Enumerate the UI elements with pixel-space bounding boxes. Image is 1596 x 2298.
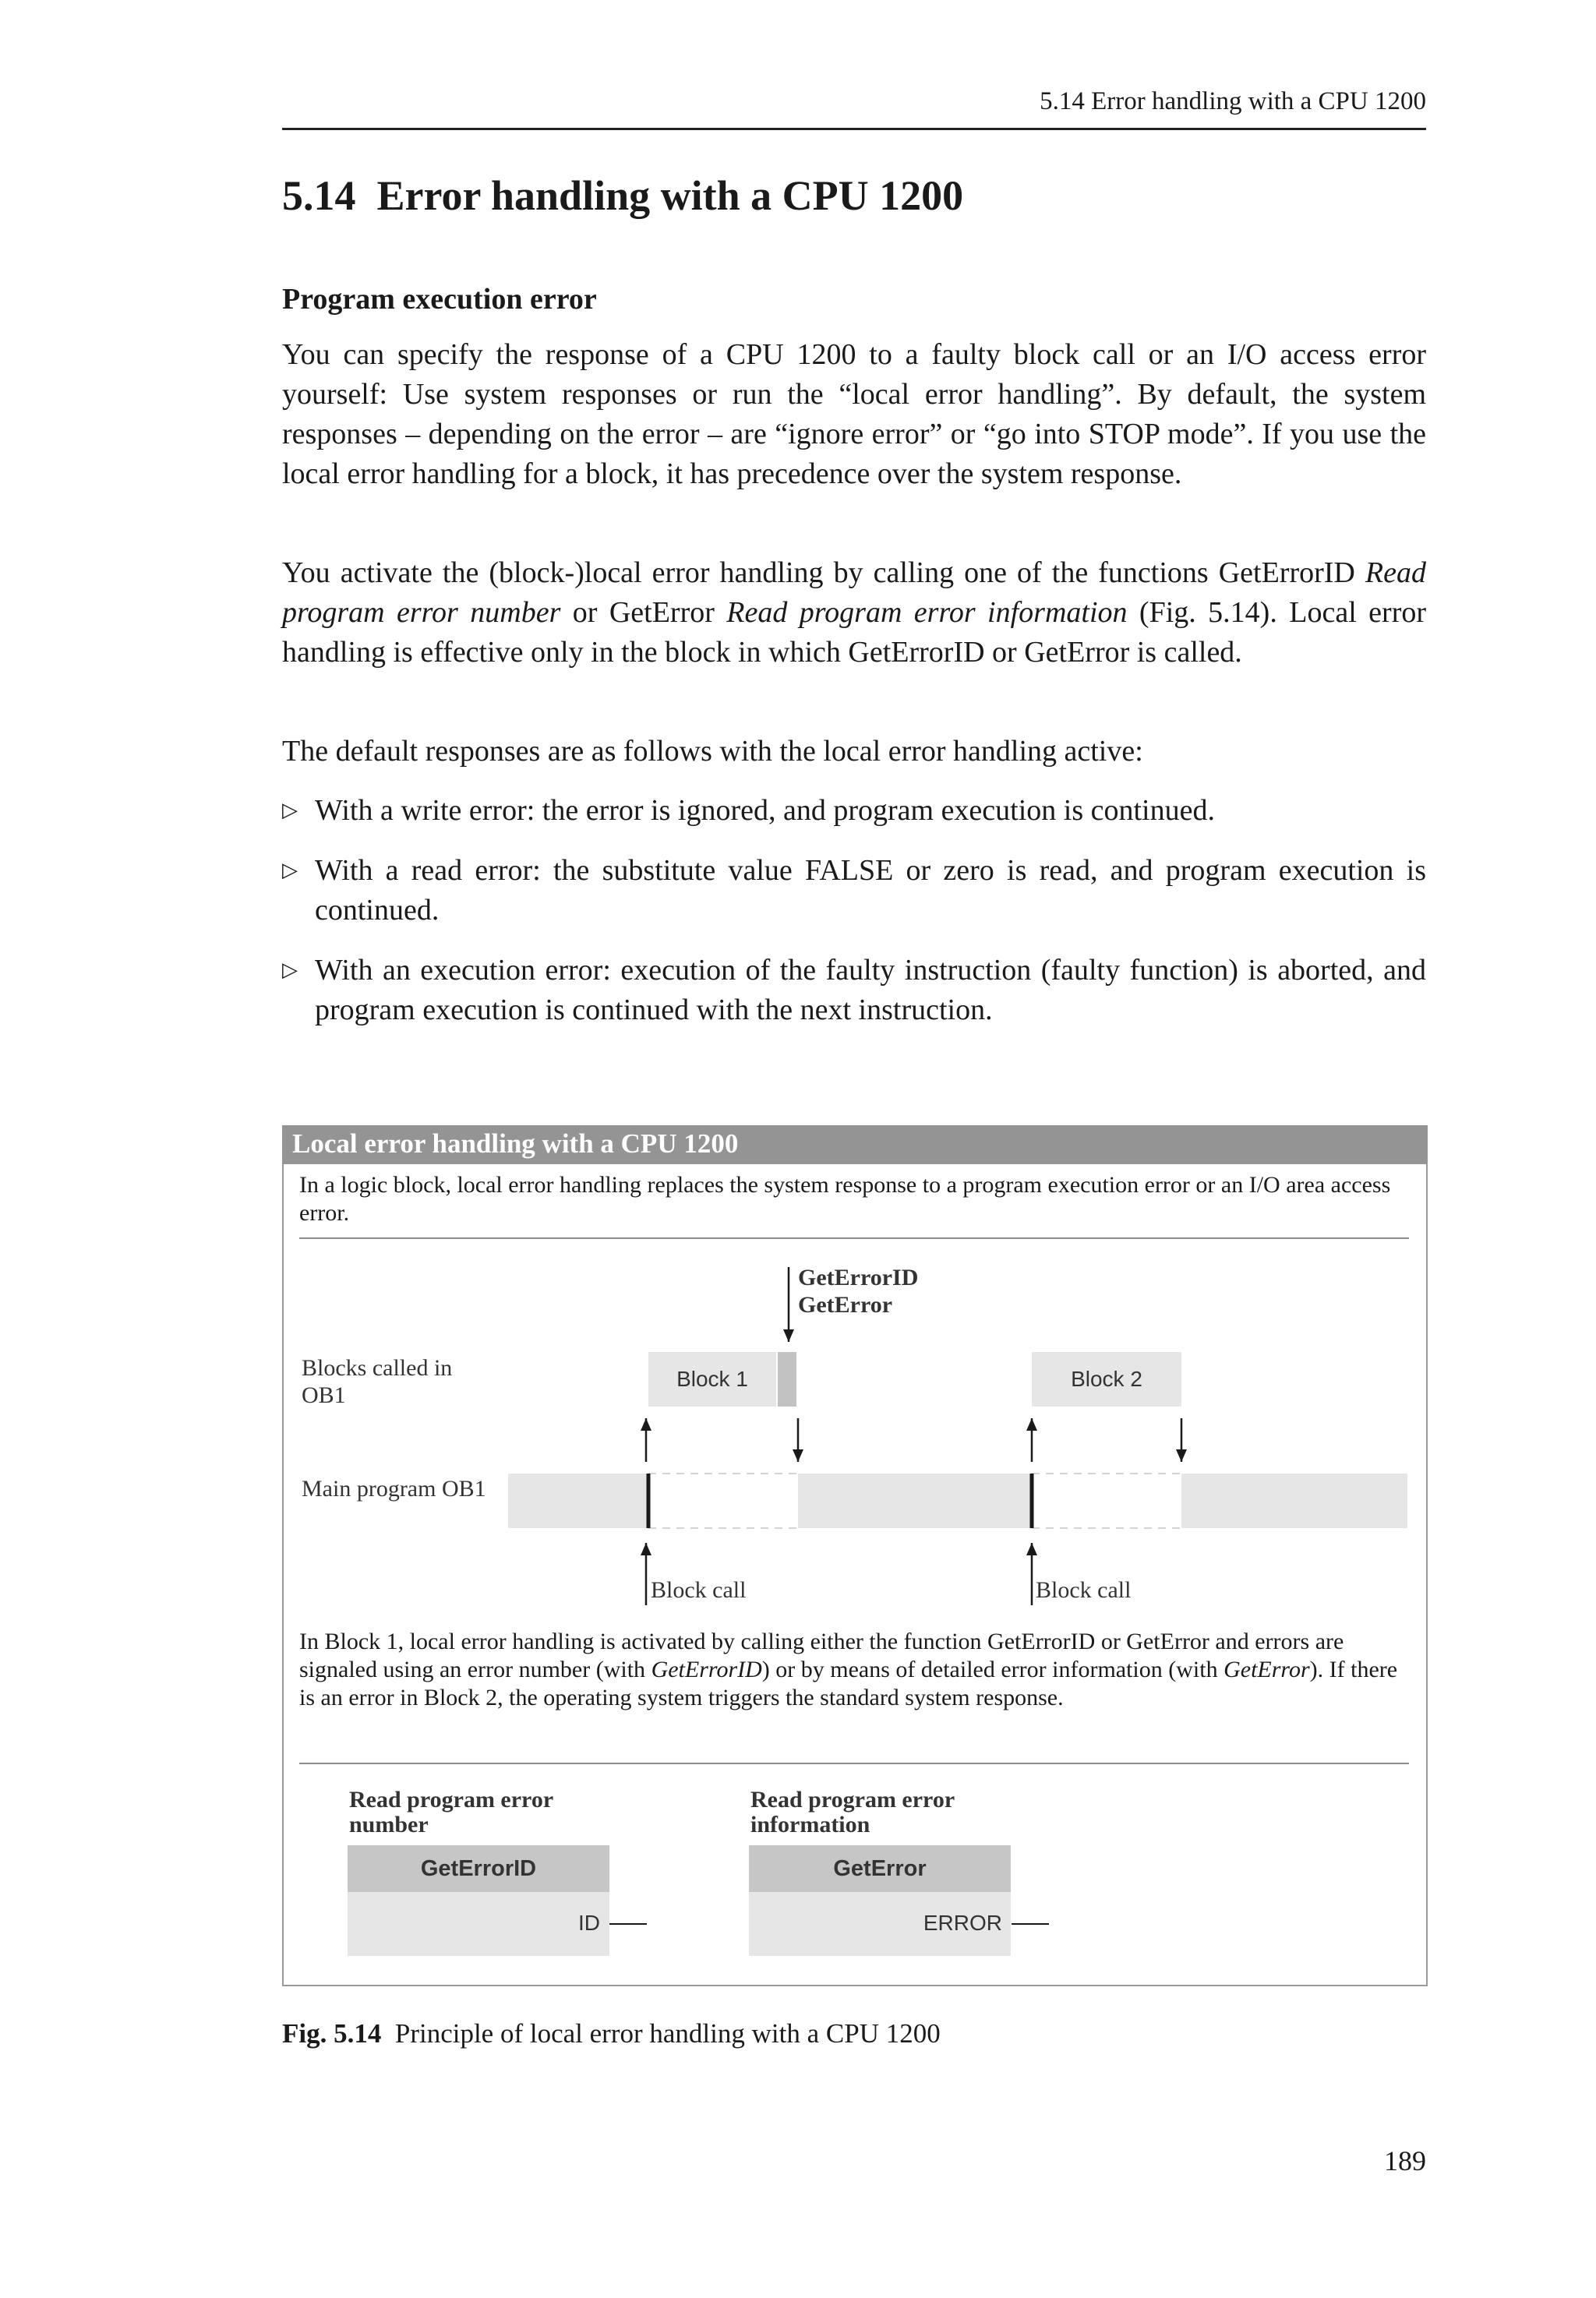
bullet-item: [282, 851, 1426, 930]
bullet-item: [282, 951, 1426, 1030]
figure-caption: [282, 2018, 941, 2049]
function-box-geterrorid: GetErrorID: [348, 1845, 609, 1892]
section-title: [282, 171, 963, 220]
row-label-blocks: Blocks called in OB1: [302, 1355, 453, 1408]
figure-divider: [299, 1763, 1409, 1764]
block-2: Block 2: [1032, 1352, 1181, 1407]
row-label-main-program: Main program OB1: [302, 1476, 486, 1502]
function-heading-geterrorid: Read program error number: [349, 1787, 553, 1837]
section-number: 5.14: [282, 172, 356, 219]
bullet-marker-icon: ▷: [282, 958, 298, 982]
para2-text-3: (Fig. 5.14). Local error handling is effective only in the block in which GetErrorID or GetError is called.: [282, 596, 1426, 669]
function-heading-geterror: Read program error information: [750, 1787, 955, 1837]
explanation-text-3: ). If there is an error in Block 2, the operating system triggers the standard system response.: [299, 1657, 1398, 1710]
section-title-text: Error handling with a CPU 1200: [376, 172, 964, 219]
subheading: Program execution error: [282, 283, 597, 316]
figure-explanation: [299, 1628, 1414, 1712]
caption-text: Principle of local error handling with a CPU 1200: [394, 2018, 941, 2049]
header-rule: [282, 128, 1426, 130]
para2-italic-1: Read program error number: [282, 556, 1426, 629]
para2-italic-2: Read program error information: [726, 596, 1128, 629]
para2-text-2: or GetError: [560, 596, 727, 629]
para2-text-1: You activate the (block-)local error handling by calling one of the functions GetErrorID: [282, 556, 1365, 589]
explanation-text-2: ) or by means of detailed error information (with: [761, 1657, 1224, 1682]
geterrorid-label: GetErrorID: [798, 1265, 919, 1290]
paragraph-1: You can specify the response of a CPU 1200 to a faulty block call or an I/O access error yourself: Use system responses or run the “local error handling”. By default, the system responses – depending on the error – are “ignore error” or “go into STOP mode”. If you use the local error handling for a block, it has precedence over the system response.: [282, 338, 1426, 490]
explanation-text-1: In Block 1, local error handling is activated by calling either the function GetErrorID or GetError and errors are signaled using an error number (with: [299, 1629, 1344, 1682]
figure-intro: In a logic block, local error handling replaces the system response to a program execution error or an I/O area access error.: [299, 1172, 1391, 1226]
output-parameter-error: ERROR: [923, 1911, 1002, 1935]
figure-divider: [299, 1237, 1409, 1239]
block-call-label-2: Block call: [1036, 1577, 1132, 1603]
paragraph-3: The default responses are as follows with the local error handling active:: [282, 735, 1143, 768]
caption-label: Fig. 5.14: [282, 2018, 382, 2049]
geterror-label: GetError: [798, 1292, 893, 1318]
function-box-geterror: GetError: [749, 1845, 1011, 1892]
bullet-text: With a read error: the substitute value FALSE or zero is read, and program execution is continued.: [315, 854, 1426, 927]
explanation-italic-1: GetErrorID: [651, 1657, 762, 1682]
block-call-label-1: Block call: [651, 1577, 747, 1603]
block-1-error-handling-slice: [778, 1352, 796, 1407]
bullet-text: With an execution error: execution of the faulty instruction (faulty function) is aborted, and program execution is continued with the next instruction.: [315, 954, 1426, 1026]
geterror-call-label: [798, 1264, 918, 1318]
explanation-italic-2: GetError: [1223, 1657, 1310, 1682]
bullet-marker-icon: ▷: [282, 859, 298, 882]
running-head: 5.14 Error handling with a CPU 1200: [1040, 87, 1426, 115]
bullet-marker-icon: ▷: [282, 799, 298, 822]
page-number: 189: [1384, 2145, 1426, 2176]
output-parameter-id: ID: [578, 1911, 600, 1935]
bullet-text: With a write error: the error is ignored, and program execution is continued.: [315, 794, 1215, 827]
paragraph-2: [282, 553, 1426, 672]
bullet-item: [282, 791, 1426, 831]
block-1: Block 1: [648, 1352, 776, 1407]
figure-box-title: Local error handling with a CPU 1200: [292, 1128, 739, 1159]
